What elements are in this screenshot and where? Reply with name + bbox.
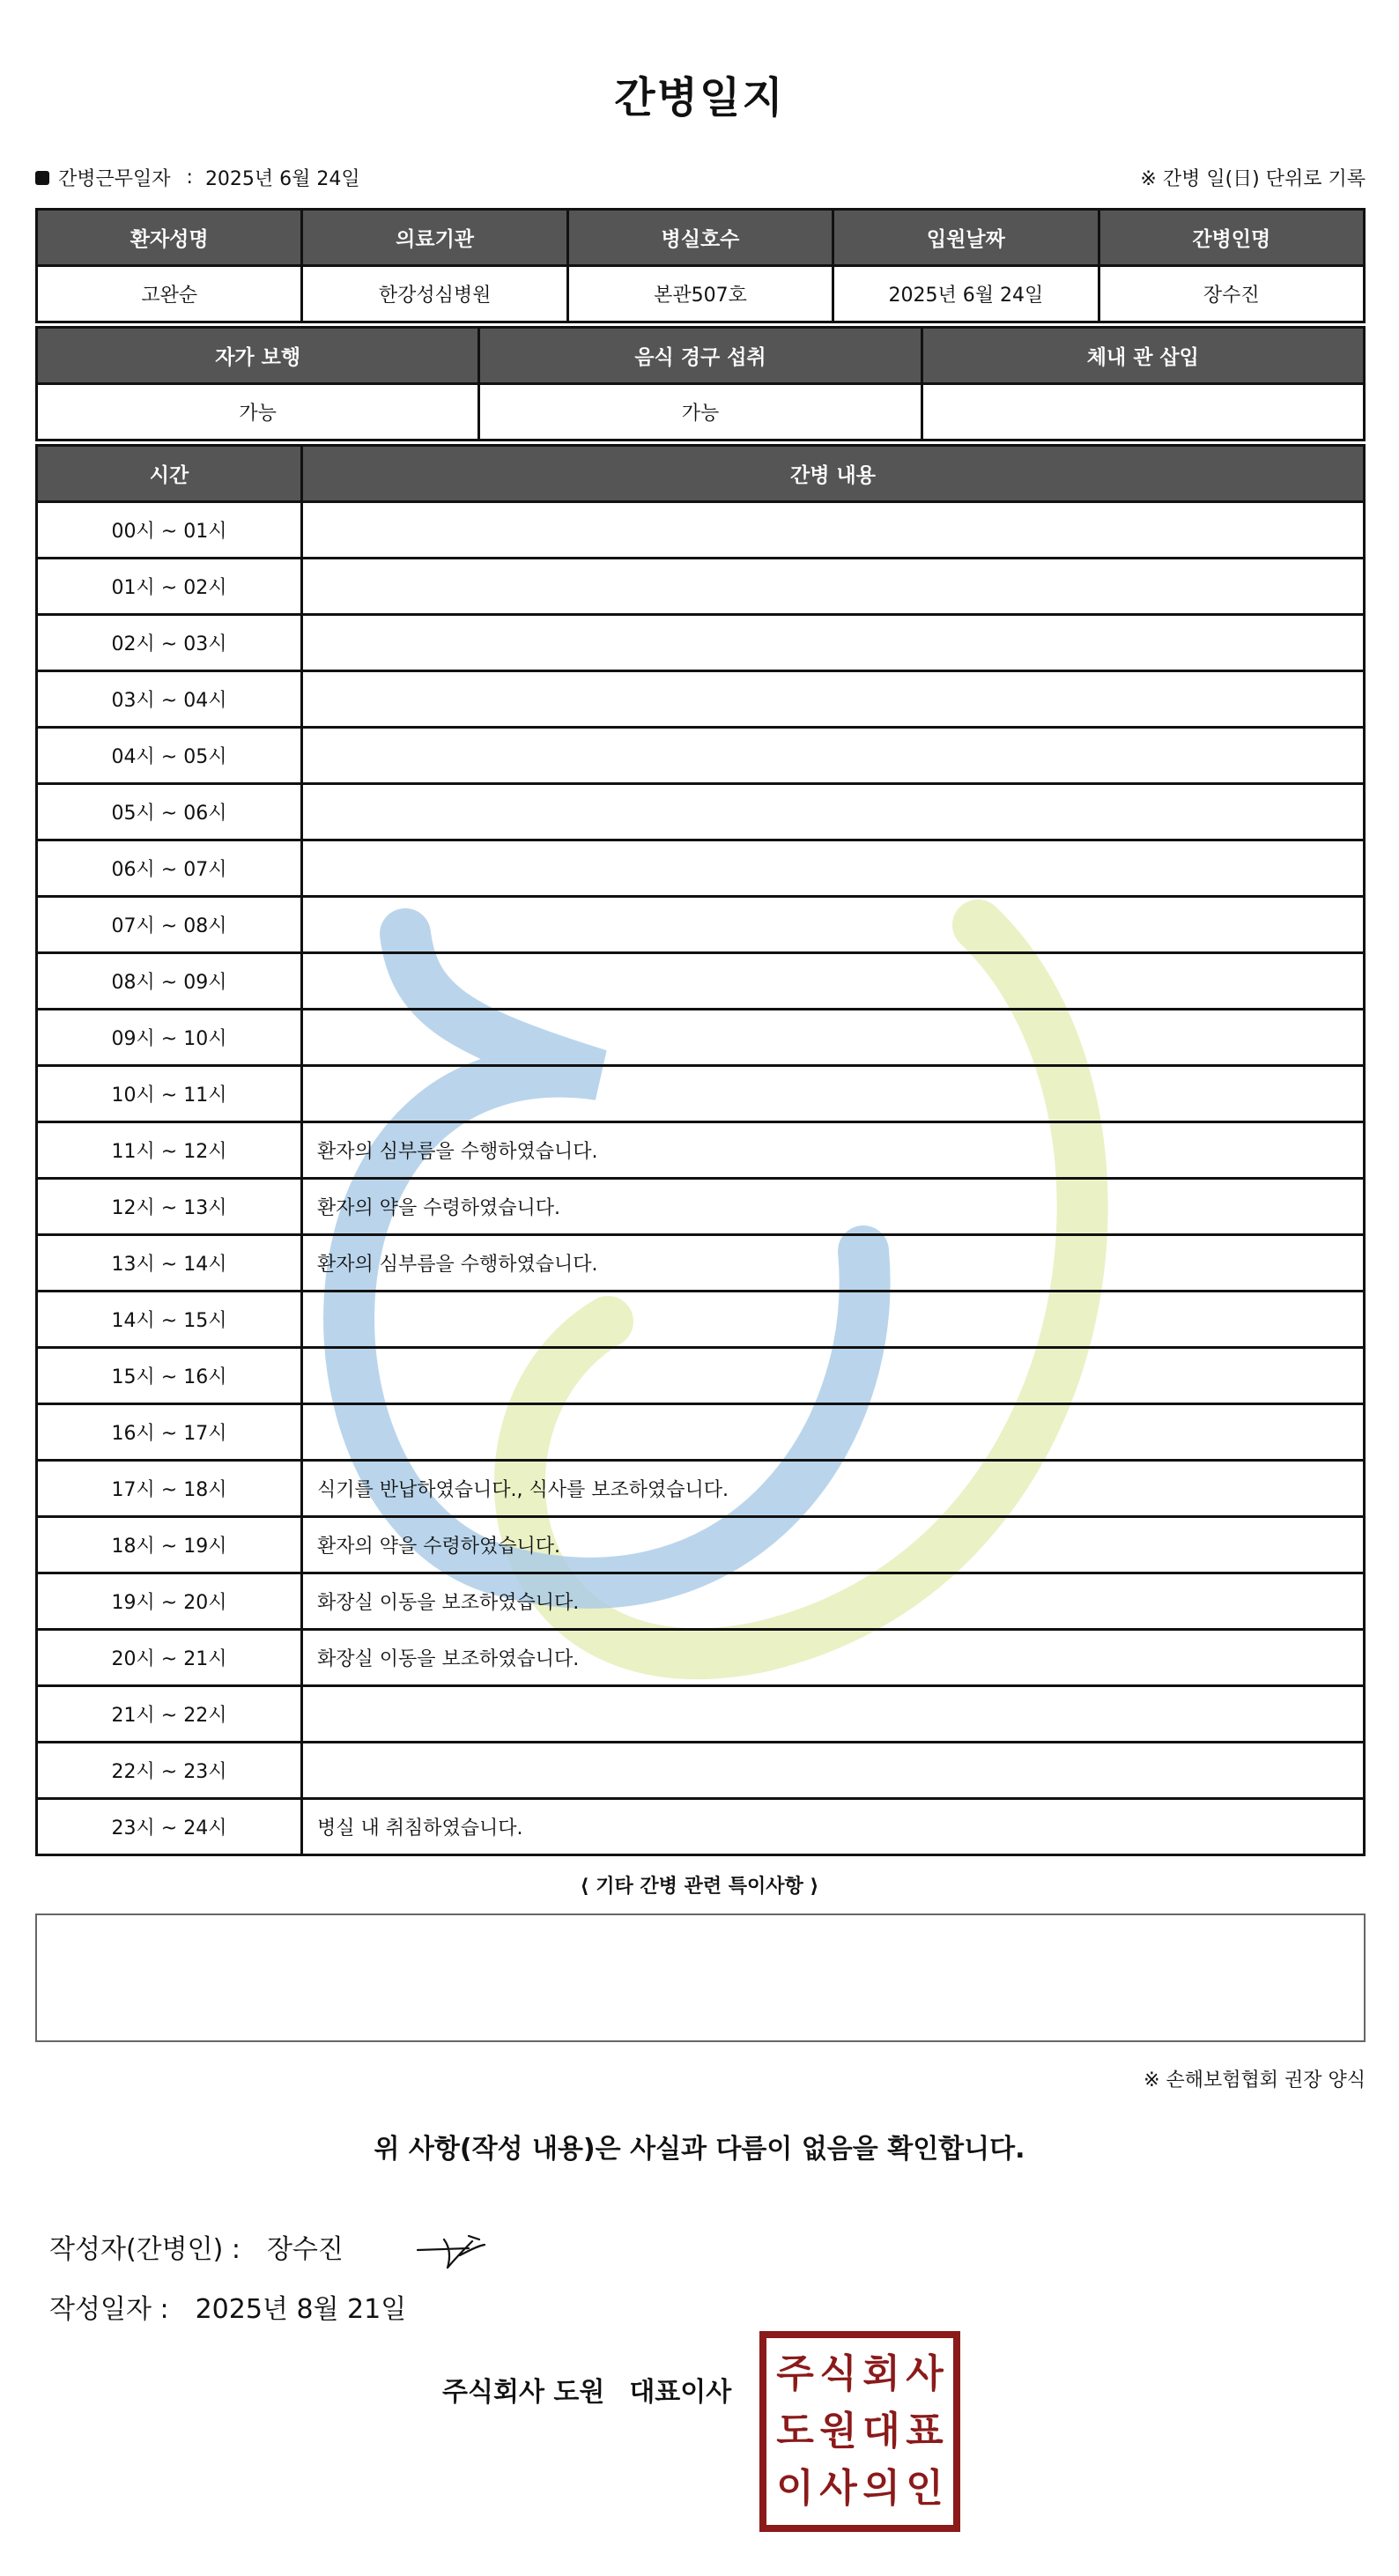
header-admission-date: 입원날짜 <box>833 210 1099 266</box>
special-notes-box <box>35 1913 1366 2042</box>
note-cell <box>302 728 1365 784</box>
note-cell <box>302 1292 1365 1348</box>
table-row <box>37 559 1365 615</box>
seal-char: 인 <box>906 2466 944 2512</box>
work-date-row <box>35 164 1366 196</box>
time-cell: 15시 ~ 16시 <box>37 1348 302 1404</box>
table-row <box>37 671 1365 728</box>
table-row <box>37 1010 1365 1066</box>
caregiver-name: 장수진 <box>1099 266 1364 322</box>
writer-name: 장수진 <box>266 2234 344 2265</box>
writer-label: 작성자(간병인) : <box>49 2234 241 2265</box>
note-cell: 화장실 이동을 보조하였습니다. <box>302 1573 1365 1630</box>
work-date-separator: : <box>186 167 193 189</box>
admission-date: 2025년 6월 24일 <box>833 266 1099 322</box>
header-care-content: 간병 내용 <box>302 446 1365 502</box>
seal-char: 주 <box>776 2350 814 2396</box>
time-cell: 08시 ~ 09시 <box>37 953 302 1010</box>
time-cell: 13시 ~ 14시 <box>37 1235 302 1292</box>
time-cell: 17시 ~ 18시 <box>37 1461 302 1517</box>
hospital-name: 한강성심병원 <box>302 266 567 322</box>
header-self-walking: 자가 보행 <box>37 328 479 384</box>
time-cell: 22시 ~ 23시 <box>37 1743 302 1799</box>
seal-char: 회 <box>862 2350 900 2396</box>
note-cell <box>302 953 1365 1010</box>
table-row <box>37 1799 1365 1855</box>
note-cell: 식기를 반납하였습니다., 식사를 보조하였습니다. <box>302 1461 1365 1517</box>
note-cell <box>302 1010 1365 1066</box>
table-row <box>37 1461 1365 1517</box>
table-row <box>37 1066 1365 1122</box>
time-cell: 06시 ~ 07시 <box>37 840 302 897</box>
seal-char: 이 <box>776 2466 814 2512</box>
header-patient-name: 환자성명 <box>37 210 302 266</box>
table-row <box>37 1517 1365 1573</box>
note-cell: 환자의 약을 수령하였습니다. <box>302 1179 1365 1235</box>
table-row <box>37 953 1365 1010</box>
writer-row <box>49 2220 511 2273</box>
table-row <box>37 1743 1365 1799</box>
table-row <box>37 840 1365 897</box>
patient-status-table <box>35 326 1366 441</box>
note-cell <box>302 559 1365 615</box>
time-cell: 10시 ~ 11시 <box>37 1066 302 1122</box>
table-row <box>37 728 1365 784</box>
company-seal-stamp <box>759 2331 960 2532</box>
time-cell: 01시 ~ 02시 <box>37 559 302 615</box>
signature-icon <box>414 2220 511 2273</box>
written-date-row <box>49 2287 406 2326</box>
header-oral-intake: 음식 경구 섭취 <box>479 328 922 384</box>
special-notes-title: ⟨ 기타 간병 관련 특이사항 ⟩ <box>580 1876 819 1898</box>
time-cell: 09시 ~ 10시 <box>37 1010 302 1066</box>
table-row <box>37 502 1365 559</box>
written-date-label: 작성일자 : <box>49 2294 169 2325</box>
note-cell: 환자의 심부름을 수행하였습니다. <box>302 1122 1365 1179</box>
time-cell: 05시 ~ 06시 <box>37 784 302 840</box>
work-date-label: 간병근무일자 <box>58 168 171 190</box>
header-hospital: 의료기관 <box>302 210 567 266</box>
note-cell <box>302 1066 1365 1122</box>
table-row <box>37 1348 1365 1404</box>
company-name: 주식회사 도원 <box>442 2377 605 2408</box>
patient-name: 고완순 <box>37 266 302 322</box>
seal-char: 대 <box>862 2408 900 2454</box>
work-date-value: 2025년 6월 24일 <box>204 168 360 190</box>
care-log-table <box>35 444 1366 1856</box>
seal-char: 식 <box>819 2350 857 2396</box>
self-walking-value: 가능 <box>37 384 479 440</box>
company-signature-line <box>442 2370 731 2409</box>
note-cell: 화장실 이동을 보조하였습니다. <box>302 1630 1365 1686</box>
representative-title: 대표이사 <box>629 2377 732 2408</box>
note-cell <box>302 784 1365 840</box>
table-row <box>37 897 1365 953</box>
time-cell: 14시 ~ 15시 <box>37 1292 302 1348</box>
time-cell: 20시 ~ 21시 <box>37 1630 302 1686</box>
template-source-note: ※ 손해보험협회 권장 양식 <box>1144 2069 1366 2091</box>
table-row <box>37 1122 1365 1179</box>
time-cell: 19시 ~ 20시 <box>37 1573 302 1630</box>
time-cell: 18시 ~ 19시 <box>37 1517 302 1573</box>
seal-char: 사 <box>906 2350 944 2396</box>
note-cell <box>302 1348 1365 1404</box>
time-cell: 23시 ~ 24시 <box>37 1799 302 1855</box>
note-cell <box>302 840 1365 897</box>
room-number: 본관507호 <box>567 266 833 322</box>
time-cell: 21시 ~ 22시 <box>37 1686 302 1743</box>
table-row <box>37 1292 1365 1348</box>
table-row <box>37 784 1365 840</box>
note-cell <box>302 1743 1365 1799</box>
table-row <box>37 1686 1365 1743</box>
square-bullet-icon <box>35 171 49 185</box>
document-title: 간병일지 <box>614 73 785 122</box>
header-room: 병실호수 <box>567 210 833 266</box>
note-cell <box>302 897 1365 953</box>
time-cell: 11시 ~ 12시 <box>37 1122 302 1179</box>
note-cell: 병실 내 취침하였습니다. <box>302 1799 1365 1855</box>
table-row <box>37 1404 1365 1461</box>
seal-char: 사 <box>819 2466 857 2512</box>
time-cell: 07시 ~ 08시 <box>37 897 302 953</box>
header-time: 시간 <box>37 446 302 502</box>
unit-note: ※ 간병 일(日) 단위로 기록 <box>1140 168 1366 190</box>
note-cell: 환자의 약을 수령하였습니다. <box>302 1517 1365 1573</box>
seal-char: 표 <box>906 2408 944 2454</box>
time-cell: 16시 ~ 17시 <box>37 1404 302 1461</box>
table-row <box>37 615 1365 671</box>
oral-intake-value: 가능 <box>479 384 922 440</box>
note-cell <box>302 1686 1365 1743</box>
header-caregiver-name: 간병인명 <box>1099 210 1364 266</box>
confirmation-statement: 위 사항(작성 내용)은 사실과 다름이 없음을 확인합니다. <box>374 2134 1025 2165</box>
header-tube-insertion: 체내 관 삽입 <box>922 328 1364 384</box>
table-row <box>37 1179 1365 1235</box>
time-cell: 04시 ~ 05시 <box>37 728 302 784</box>
patient-info-table <box>35 208 1366 323</box>
time-cell: 03시 ~ 04시 <box>37 671 302 728</box>
table-row <box>37 1573 1365 1630</box>
tube-insertion-value <box>922 384 1364 440</box>
time-cell: 12시 ~ 13시 <box>37 1179 302 1235</box>
note-cell: 환자의 심부름을 수행하였습니다. <box>302 1235 1365 1292</box>
note-cell <box>302 502 1365 559</box>
seal-char: 의 <box>862 2466 900 2512</box>
note-cell <box>302 671 1365 728</box>
time-cell: 02시 ~ 03시 <box>37 615 302 671</box>
written-date-value: 2025년 8월 21일 <box>195 2294 407 2325</box>
seal-char: 원 <box>819 2408 857 2454</box>
note-cell <box>302 615 1365 671</box>
time-cell: 00시 ~ 01시 <box>37 502 302 559</box>
note-cell <box>302 1404 1365 1461</box>
table-row <box>37 1235 1365 1292</box>
table-row <box>37 1630 1365 1686</box>
seal-char: 도 <box>776 2408 814 2454</box>
